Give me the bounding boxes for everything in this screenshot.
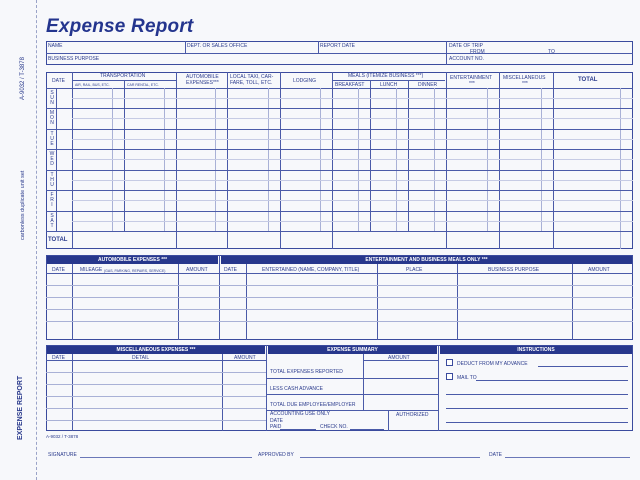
col-lunch: LUNCH (380, 82, 398, 88)
auto-col-date: DATE (52, 267, 65, 273)
business-purpose-field[interactable]: BUSINESS PURPOSE (48, 56, 100, 62)
name-field[interactable]: NAME (48, 43, 63, 49)
date-of-trip-label: DATE OF TRIP (449, 43, 483, 49)
misc-col-date: DATE (52, 355, 65, 361)
report-date-field[interactable]: REPORT DATE (320, 43, 356, 49)
form-title: Expense Report (46, 16, 194, 37)
total-expenses-reported: TOTAL EXPENSES REPORTED (270, 369, 343, 375)
carbonless-note: carbonless duplicate unit set (20, 170, 26, 240)
bottom-form-code: A-9032 / T-3878 (46, 434, 79, 439)
col-transportation: TRANSPORTATION (100, 73, 146, 79)
less-cash-advance: LESS CASH ADVANCE (270, 386, 323, 392)
col-misc-2: *** (522, 81, 528, 87)
total-due: TOTAL DUE EMPLOYEE/EMPLOYER (270, 402, 356, 408)
accounting-date-field[interactable]: DATE (270, 418, 283, 424)
col-automobile-2: EXPENSES*** (186, 80, 219, 86)
account-no-field[interactable]: ACCOUNT NO. (449, 56, 484, 62)
dept-field[interactable]: DEPT. OR SALES OFFICE (187, 43, 248, 49)
mail-to-checkbox[interactable] (446, 373, 453, 380)
signature-line[interactable] (80, 457, 252, 458)
col-local: LOCAL TAXI, CAR- (230, 74, 274, 80)
signature-label: SIGNATURE (48, 452, 77, 458)
trip-from-field[interactable]: FROM (470, 49, 485, 55)
auto-col-mileage: MILEAGE (80, 267, 103, 273)
day-fri: F R I (50, 192, 54, 208)
col-trans-sub1: AIR, RAIL, BUS, ETC. (75, 83, 110, 87)
col-date: DATE (52, 78, 65, 84)
ent-col-date: DATE (224, 267, 237, 273)
accounting-use-only: ACCOUNTING USE ONLY (270, 411, 330, 417)
col-breakfast: BREAKFAST (335, 82, 365, 88)
summary-amount-label: AMOUNT (388, 355, 410, 361)
day-sat: S A T (50, 213, 54, 229)
day-tue: T U E (50, 131, 54, 147)
deduct-checkbox[interactable] (446, 359, 453, 366)
auto-expenses-header: AUTOMOBILE EXPENSES *** (47, 256, 218, 264)
total-row-label: TOTAL (48, 237, 68, 243)
ent-col-entertained: ENTERTAINED (NAME, COMPANY, TITLE) (262, 267, 360, 273)
misc-col-amount: AMOUNT (234, 355, 256, 361)
footer-date-line[interactable] (505, 457, 630, 458)
auto-col-amount: AMOUNT (186, 267, 208, 273)
ent-col-place: PLACE (406, 267, 423, 273)
side-title: EXPENSE REPORT (17, 375, 24, 440)
ent-meals-header: ENTERTAINMENT AND BUSINESS MEALS ONLY *** (221, 256, 632, 264)
authorized-field[interactable]: AUTHORIZED (396, 412, 429, 418)
trip-to-field[interactable]: TO (548, 49, 555, 55)
day-thu: T H U (50, 172, 54, 188)
instructions-header: INSTRUCTIONS (440, 346, 632, 354)
auto-col-mileage-sub: (GAS, PARKING, REPAIRS, SERVICE) (104, 269, 166, 273)
ent-col-purpose: BUSINESS PURPOSE (488, 267, 540, 273)
col-entertainment-2: *** (469, 81, 475, 87)
day-mon: M O N (49, 110, 55, 126)
paid-field[interactable]: PAID (270, 424, 282, 430)
mail-to-label: MAIL TO (457, 375, 477, 381)
perforation-line (36, 0, 37, 480)
footer-date-label: DATE (489, 452, 502, 458)
day-sun: S U N (50, 90, 54, 106)
col-trans-sub2: CAR RENTAL, ETC. (127, 83, 159, 87)
col-meals: MEALS (ITEMIZE BUSINESS ***) (348, 73, 424, 79)
ent-col-amount: AMOUNT (588, 267, 610, 273)
col-lodging: LODGING (293, 78, 317, 84)
col-total: TOTAL (578, 77, 598, 83)
col-misc: MISCELLANEOUS (503, 75, 546, 81)
approved-by-line[interactable] (300, 457, 480, 458)
col-entertainment: ENTERTAINMENT (450, 75, 493, 81)
day-wed: W E D (49, 151, 55, 167)
form-code-vertical: A-9032 / T-3878 (20, 57, 26, 100)
misc-expenses-header: MISCELLANEOUS EXPENSES *** (47, 346, 265, 354)
col-local-2: FARE, TOLL, ETC. (230, 80, 273, 86)
expense-summary-header: EXPENSE SUMMARY (268, 346, 437, 354)
misc-col-detail: DETAIL (132, 355, 150, 361)
deduct-label: DEDUCT FROM MY ADVANCE (457, 361, 528, 367)
check-no-field[interactable]: CHECK NO. (320, 424, 348, 430)
approved-by-label: APPROVED BY (258, 452, 294, 458)
col-automobile: AUTOMOBILE (186, 74, 219, 80)
col-dinner: DINNER (418, 82, 438, 88)
